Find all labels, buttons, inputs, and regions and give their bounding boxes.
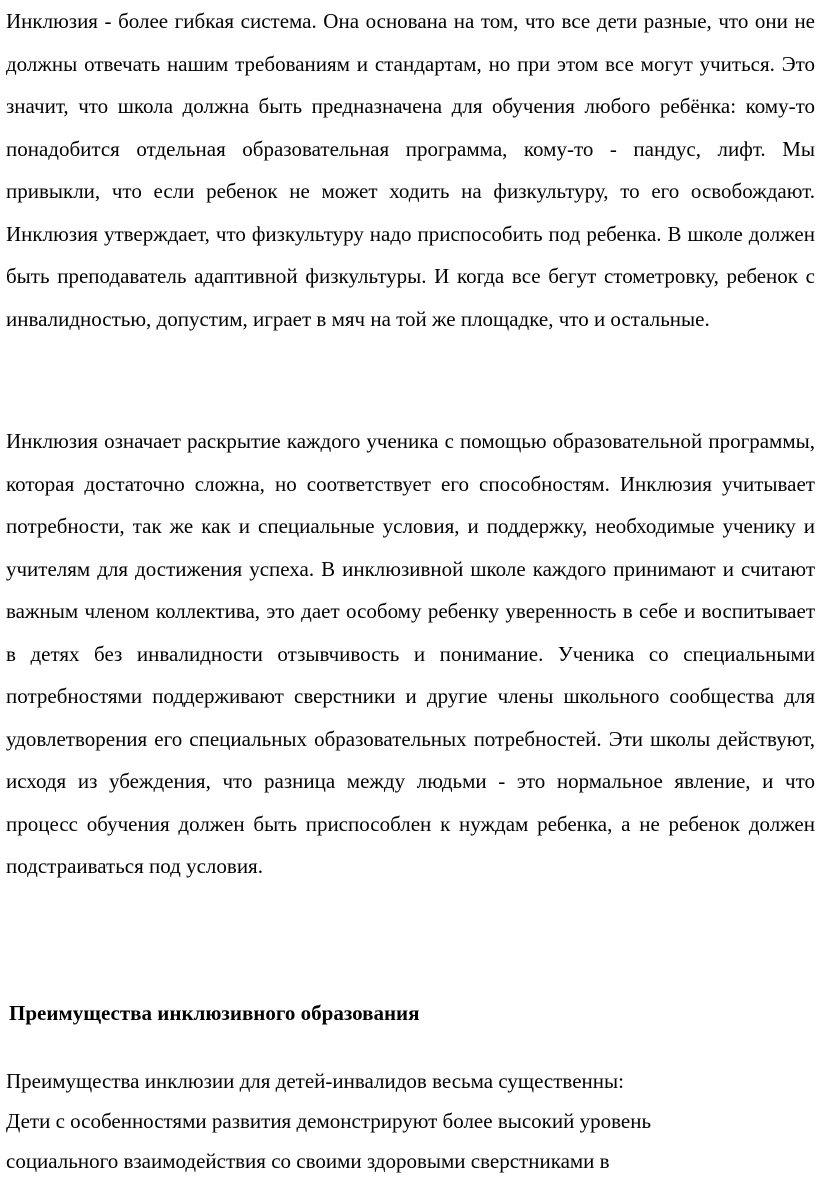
paragraph-inclusion-definition: Инклюзия - более гибкая система. Она основана на том, что все дети разные, что они не должны отвечать нашим требованиям и стандартам, но при этом все могут учиться. Это значит, что школа должна быть предназначена для обучения любого ребёнка: кому-то понадобится отдельная образовательная программа, кому-то - пандус, лифт. Мы привыкли, что если ребенок не может ходить на физкультуру, то его освобождают. Инклюзия утверждает, что физкультуру надо приспособить под ребенка. В школе должен быть преподаватель адаптивной физкультуры. И когда все бегут стометровку, ребенок с инвалидностью, допустим, играет в мяч на той же площадке, что и остальные. bbox=[6, 9, 815, 331]
section-heading: Преимущества инклюзивного образования bbox=[9, 1001, 420, 1025]
paragraph-advantages-detail: Дети с особенностями развития демонстрируют более высокий уровень социального взаимодействия со своими здоровыми сверстниками в bbox=[6, 1109, 652, 1173]
paragraph-advantages-intro: Преимущества инклюзии для детей-инвалидов весьма существенны: bbox=[6, 1069, 624, 1093]
paragraph-inclusion-meaning: Инклюзия означает раскрытие каждого ученика с помощью образовательной программы, которая достаточно сложна, но соответствует его способностям. Инклюзия учитывает потребности, так же как и специальные условия, и поддержку, необходимые ученику и учителям для достижения успеха. В инклюзивной школе каждого принимают и считают важным членом коллектива, это дает особому ребенку уверенность в себе и воспитывает в детях без инвалидности отзывчивость и понимание. Ученика со специальными потребностями поддерживают сверстники и другие члены школьного сообщества для удовлетворения его специальных образовательных потребностей. Эти школы действуют, исходя из убеждения, что разница между людьми - это нормальное явление, и что процесс обучения должен быть приспособлен к нуждам ребенка, а не ребенок должен подстраиваться под условия. bbox=[6, 429, 815, 878]
